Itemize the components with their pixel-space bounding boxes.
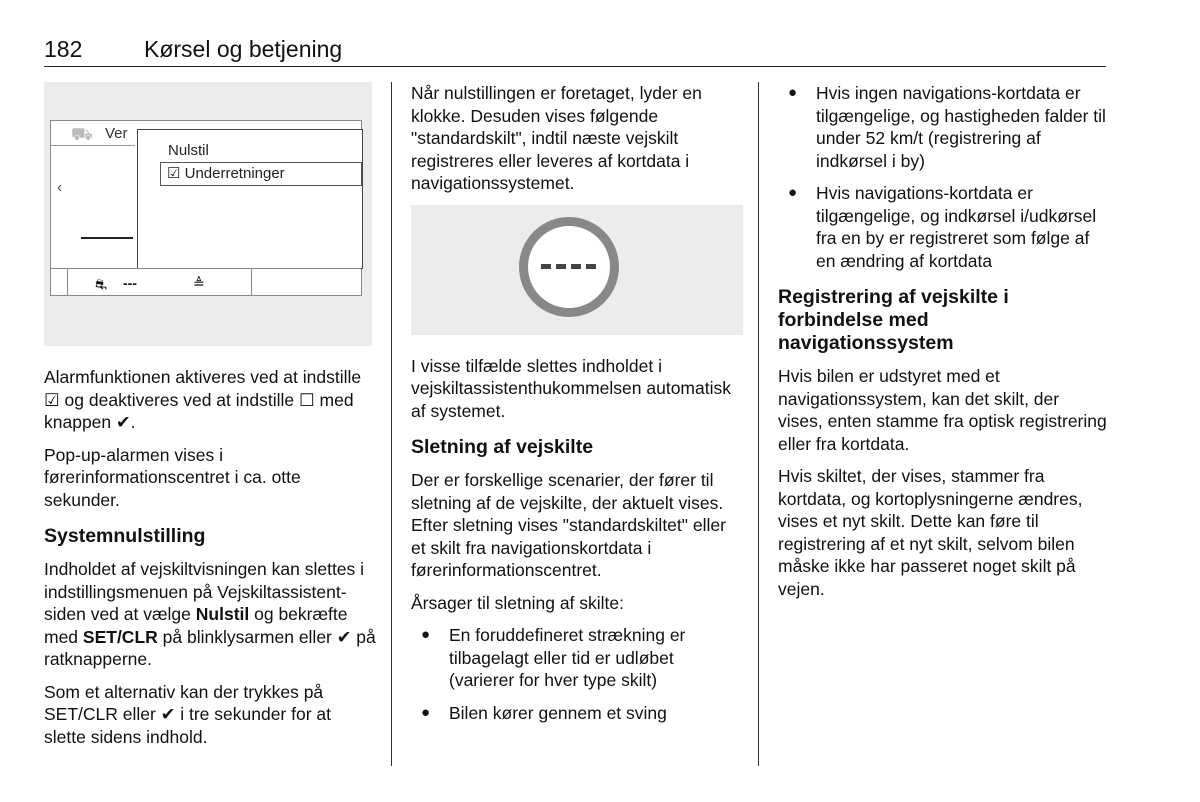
bullet-icon: ● [788, 84, 798, 101]
status-divider [251, 269, 252, 295]
info-display [50, 120, 362, 296]
chevron-left-icon: ‹ [57, 179, 63, 196]
display-status-bar [51, 268, 361, 295]
bullet-icon: ● [788, 184, 798, 201]
paragraph: Når nulstillingen er foretaget, lyder en klokke. Desuden vises følgende "standardskilt", indtil næste vejskilt registreres eller leveres af kortdata i navigationssystemet. [411, 83, 702, 193]
popup-title: Nulstil [168, 142, 209, 159]
paragraph: Pop-up-alarmen vises i førerinformationscentret i ca. otte sekunder. [44, 444, 301, 510]
list-item [778, 182, 1108, 272]
column-2 [411, 82, 743, 734]
column-divider [391, 82, 392, 766]
status-dashes: --- [123, 275, 137, 291]
popup-menu-item: ☑ Underretninger [160, 162, 362, 186]
paragraph: Der er forskellige scenarier, der fører til sletning af de vejskilte, der aktuelt vises. Efter sletning vises "standardskiltet" eller et skilt fra navigationskortdata i førerinformationscentret. [411, 470, 726, 580]
paragraph: Som et alternativ kan der trykkes på SET/CLR eller ✔ i tre sekunder for at slette sidens indhold. [44, 681, 331, 747]
bullet-icon: ● [421, 703, 431, 721]
display-tab [51, 121, 135, 146]
bold-text: Nulstil [195, 604, 250, 624]
list-item [411, 624, 743, 692]
paragraph: Årsager til sletning af skilte: [411, 592, 625, 613]
column-1 [44, 82, 376, 758]
default-sign-icon [519, 217, 619, 317]
paragraph: Hvis bilen er udstyret med et navigationssystem, kan det skilt, der vises, enten stamme fra optisk registrering eller fra kortdata. [778, 366, 1107, 454]
bullet-list [778, 82, 1108, 272]
settings-popup [137, 129, 363, 269]
column-divider [758, 82, 759, 766]
display-title-fragment: Ver [105, 125, 128, 142]
section-heading: Systemnulstilling [44, 525, 206, 547]
status-divider [67, 269, 68, 295]
bullet-icon: ● [421, 626, 431, 643]
standard-sign-illustration [411, 205, 743, 335]
list-item-text: Hvis navigations-kortdata er tilgængelige, og indkørsel i/udkørsel fra en by er registreret som følge af en ændring af kortdata [816, 183, 1097, 271]
text: på blinklysarmen eller ✔ på ratknapperne. [44, 626, 376, 669]
display-line [81, 237, 133, 239]
section-heading: Registrering af vejskilte i forbindelse med navigationssystem [778, 286, 1009, 354]
page-number: 182 [44, 36, 83, 62]
bold-text: SET/CLR [82, 626, 158, 647]
chapter-title: Kørsel og betjening [144, 36, 343, 62]
list-item-text: Hvis ingen navigations-kortdata er tilgængelige, og hastigheden falder til under 52 km/t (registrering af indkørsel i by) [816, 83, 1106, 171]
display-illustration [44, 82, 372, 346]
paragraph: Hvis skiltet, der vises, stammer fra kortdata, og kortoplysningerne ændres, vises et nyt skilt. Dette kan føre til registrering af et nyt skilt, selvom bilen måske ikke har passeret noget skilt på vejen. [778, 466, 1083, 599]
car-icon: ⛟ [71, 124, 94, 144]
paragraph [44, 558, 376, 671]
text: Indholdet af vejskiltvisningen kan slettes i indstillingsmenuen på Vejskiltassistent-siden ved at vælge [44, 559, 365, 624]
paragraph: I visse tilfælde slettes indholdet i vejskiltassistenthukommelsen automatisk af systemet. [411, 355, 731, 421]
list-item-text: En foruddefineret strækning er tilbagelagt eller tid er udløbet (varierer for hver type skilt) [449, 625, 686, 690]
paragraph: Alarmfunktionen aktiveres ved at indstille ☑ og deaktiveres ved at indstille ☐ med knappen ✔. [44, 367, 362, 432]
column-3 [778, 82, 1108, 610]
list-item-text: Bilen kører gennem et sving [449, 702, 667, 723]
page-header [44, 34, 1106, 67]
text: og bekræfte med [44, 604, 348, 647]
bullet-list [411, 624, 743, 724]
list-item [411, 702, 743, 725]
section-heading: Sletning af vejskilte [411, 436, 594, 458]
sign-dashes [541, 264, 596, 269]
assist-icon: ⛐ [95, 276, 108, 292]
list-item [778, 82, 1108, 172]
lane-icon: ≜ [193, 275, 205, 291]
